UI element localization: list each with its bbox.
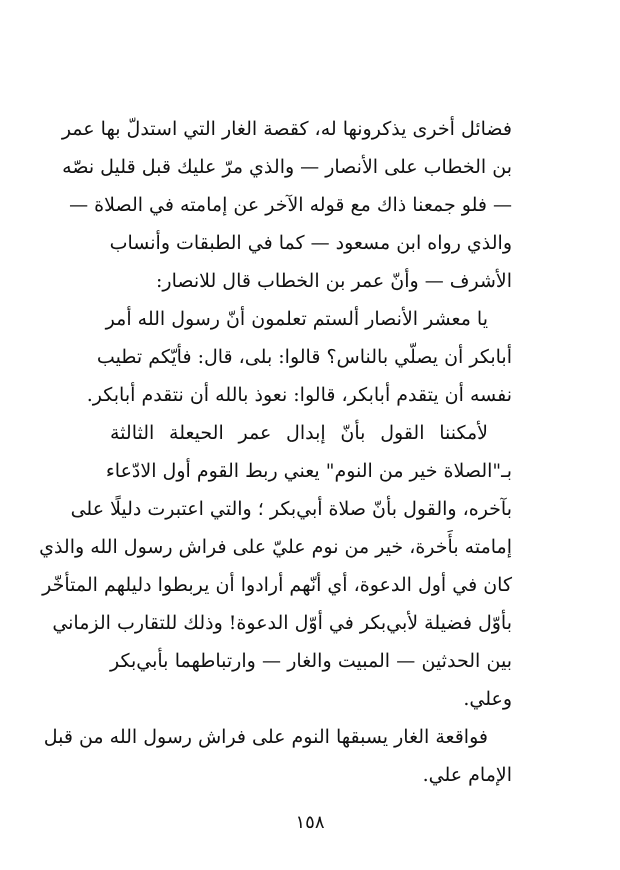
- text-line: فواقعة الغار يسبقها النوم على فراش رسول الله من قبل: [43, 726, 488, 748]
- text-line: الأشرف — وأنّ عمر بن الخطاب قال للانصار:: [156, 270, 512, 292]
- text-line: لأمكننا القول بأنّ إبدال عمر الحيعلة الثالثة: [110, 422, 488, 444]
- text-line: بـ"الصلاة خير من النوم" يعني ربط القوم أول الادّعاء: [105, 460, 512, 482]
- text-line: بآخره، والقول بأنّ صلاة أبي‌بكر ؛ والتي اعتبرت دليلًا على: [70, 498, 512, 520]
- text-line: — فلو جمعنا ذاك مع قوله الآخر عن إمامته في الصلاة —: [69, 194, 512, 216]
- text-line: وعلي.: [463, 688, 512, 710]
- text-line: أبابكر أن يصلّي بالناس؟ قالوا: بلى، قال: فأيّكم تطيب: [96, 346, 512, 368]
- text-line: بأوّل فضيلة لأبي‌بكر في أوّل الدعوة! وذلك للتقارب الزماني: [52, 612, 512, 634]
- text-line: الإمام علي.: [422, 764, 512, 786]
- text-line: إمامته بأَخرة، خير من نوم عليّ على فراش رسول الله والذي: [39, 536, 512, 558]
- text-line: يا معشر الأنصار ألستم تعلمون أنّ رسول الله أمر: [105, 308, 488, 330]
- text-line: والذي رواه ابن مسعود — كما في الطبقات وأنساب: [109, 232, 512, 254]
- text-line: كان في أول الدعوة، أي أنّهم أرادوا أن يربطوا دليلهم المتأخّر: [42, 574, 512, 596]
- text-line: نفسه أن يتقدم أبابكر، قالوا: نعوذ بالله أن نتقدم أبابكر.: [86, 384, 512, 406]
- page-body: [39, 110, 512, 794]
- page-number: ١٥٨: [295, 812, 325, 833]
- text-line: بن الخطاب على الأنصار — والذي مرّ عليك قبل قليل نصّه: [62, 156, 512, 178]
- text-line: بين الحدثين — المبيت والغار — وارتباطهما بأبي‌بكر: [110, 650, 512, 672]
- text-line: فضائل أخرى يذكرونها له، كقصة الغار التي استدلّ بها عمر: [61, 118, 512, 140]
